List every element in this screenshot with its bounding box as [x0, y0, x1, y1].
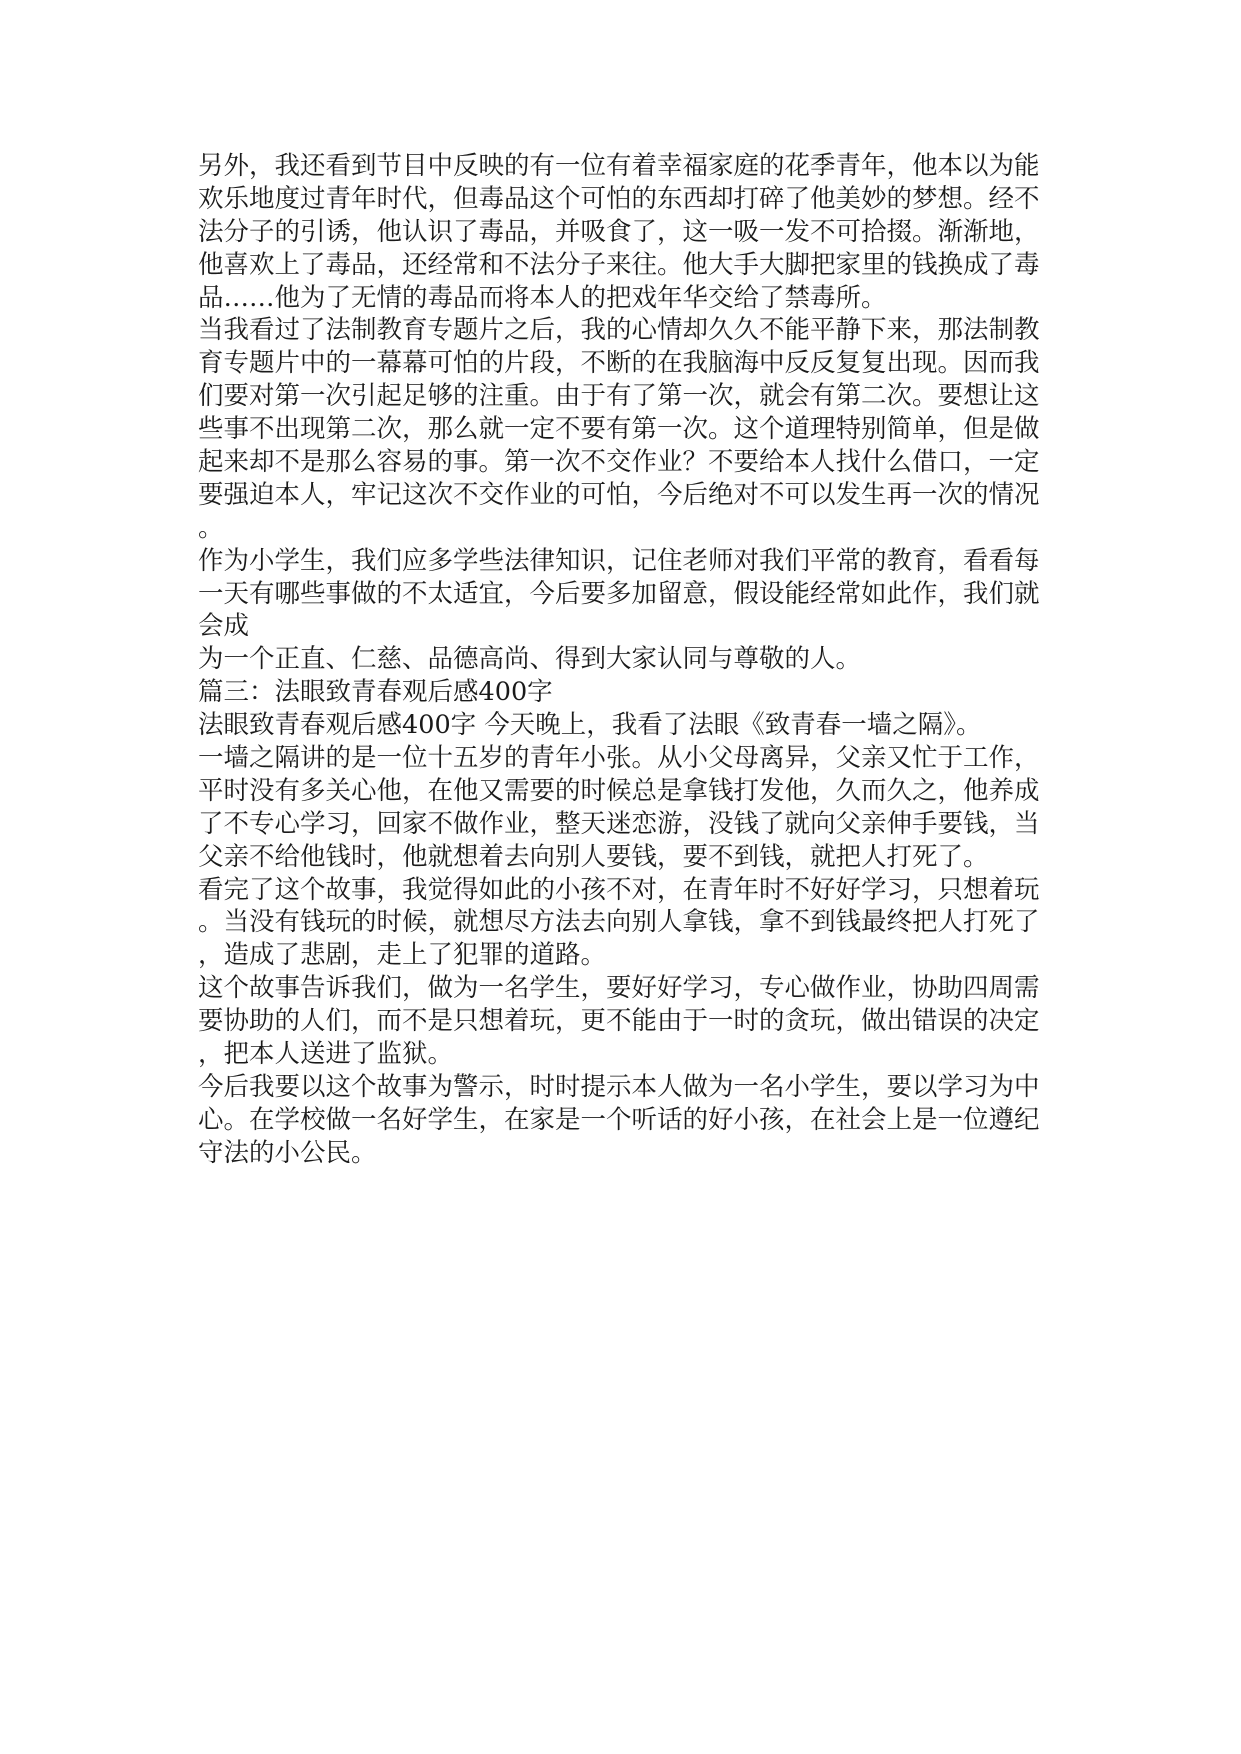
text-line: 一墙之隔讲的是一位十五岁的青年小张。从小父母离异，父亲又忙于工作，	[198, 743, 1040, 774]
text-line: 欢乐地度过青年时代，但毒品这个可怕的东西却打碎了他美妙的梦想。经不	[198, 183, 1040, 214]
text-line: 他喜欢上了毒品，还经常和不法分子来往。他大手大脚把家里的钱换成了毒	[198, 249, 1040, 280]
text-line: 守法的小公民。	[198, 1137, 377, 1168]
text-line: 法分子的引诱，他认识了毒品，并吸食了，这一吸一发不可拾掇。渐渐地，	[198, 216, 1040, 247]
text-line: 品……他为了无情的毒品而将本人的把戏年华交给了禁毒所。	[198, 282, 887, 313]
text-line: 起来却不是那么容易的事。第一次不交作业？不要给本人找什么借口，一定	[198, 447, 1040, 478]
text-line: 另外，我还看到节目中反映的有一位有着幸福家庭的花季青年，他本以为能	[198, 151, 1040, 181]
text-line: 当我看过了法制教育专题片之后，我的心情却久久不能平静下来，那法制教	[198, 315, 1040, 346]
text-line: 了不专心学习，回家不做作业，整天迷恋游，没钱了就向父亲伸手要钱，当	[198, 808, 1040, 839]
text-line: 。	[198, 512, 224, 543]
section-heading: 篇三：法眼致青春观后感400字	[198, 677, 553, 708]
text-line: 心。在学校做一名好学生，在家是一个听话的好小孩，在社会上是一位遵纪	[198, 1104, 1040, 1135]
text-line: 看完了这个故事，我觉得如此的小孩不对，在青年时不好好学习，只想着玩	[198, 874, 1040, 905]
text-line: 些事不出现第二次，那么就一定不要有第一次。这个道理特别简单，但是做	[198, 414, 1040, 445]
text-line: 今后我要以这个故事为警示，时时提示本人做为一名小学生，要以学习为中	[198, 1071, 1040, 1102]
text-line: 这个故事告诉我们，做为一名学生，要好好学习，专心做作业，协助四周需	[198, 973, 1040, 1004]
text-line: 要强迫本人，牢记这次不交作业的可怕，今后绝对不可以发生再一次的情况	[198, 479, 1040, 510]
text-line: ，造成了悲剧，走上了犯罪的道路。	[198, 940, 607, 971]
text-line: 一天有哪些事做的不太适宜，今后要多加留意，假设能经常如此作，我们就	[198, 578, 1040, 609]
text-line: 为一个正直、仁慈、品德高尚、得到大家认同与尊敬的人。	[198, 644, 862, 675]
text-line: 们要对第一次引起足够的注重。由于有了第一次，就会有第二次。要想让这	[198, 381, 1040, 412]
body-text	[198, 150, 1043, 1170]
text-line: ，把本人送进了监狱。	[198, 1039, 454, 1070]
text-line: 会成	[198, 611, 250, 642]
text-line: 平时没有多关心他，在他又需要的时候总是拿钱打发他，久而久之，他养成	[198, 775, 1040, 806]
text-line: 要协助的人们，而不是只想着玩，更不能由于一时的贪玩，做出错误的决定	[198, 1006, 1040, 1037]
text-line: 育专题片中的一幕幕可怕的片段，不断的在我脑海中反反复复出现。因而我	[198, 348, 1040, 379]
text-line: 父亲不给他钱时，他就想着去向别人要钱，要不到钱，就把人打死了。	[198, 841, 989, 872]
text-line: 法眼致青春观后感400字 今天晚上，我看了法眼《致青春一墙之隔》。	[198, 710, 982, 741]
text-line: 。当没有钱玩的时候，就想尽方法去向别人拿钱，拿不到钱最终把人打死了	[198, 907, 1040, 938]
text-line: 作为小学生，我们应多学些法律知识，记住老师对我们平常的教育，看看每	[198, 545, 1040, 576]
